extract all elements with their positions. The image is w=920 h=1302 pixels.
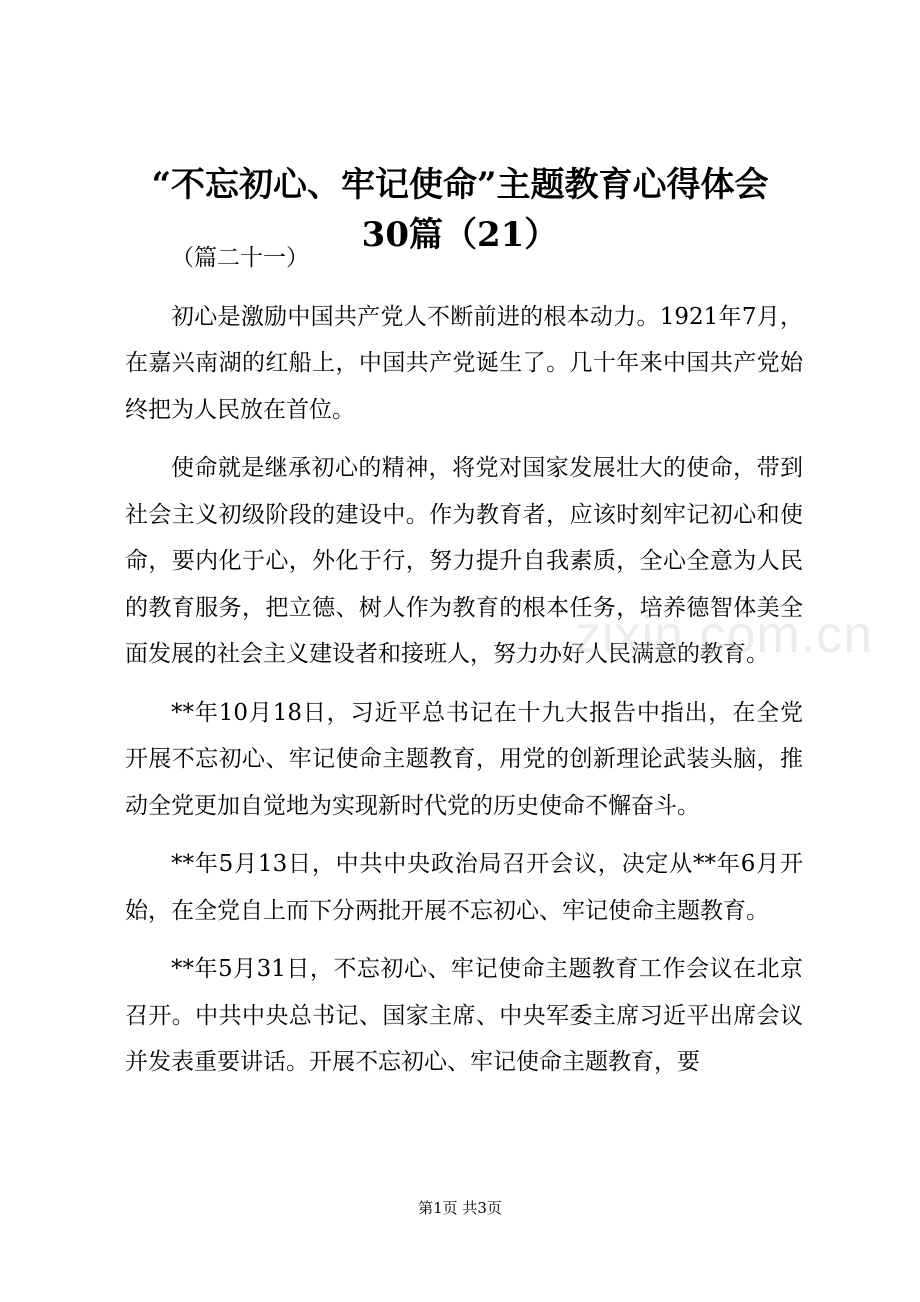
page-footer: 第1页 共3页 bbox=[418, 1199, 502, 1217]
body-paragraph: **年5月13日，中共中央政治局召开会议，决定从**年6月开始，在全党自上而下分两批开展不忘初心、牢记使命主题教育。 bbox=[125, 851, 803, 924]
body-paragraph: 初心是激励中国共产党人不断前进的根本动力。1921年7月，在嘉兴南湖的红船上，中国共产党诞生了。几十年来中国共产党始终把为人民放在首位。 bbox=[125, 303, 803, 423]
body-paragraph: **年5月31日，不忘初心、牢记使命主题教育工作会议在北京召开。中共中央总书记、国家主席、中央军委主席习近平出席会议并发表重要讲话。开展不忘初心、牢记使命主题教育，要 bbox=[125, 956, 803, 1075]
body-paragraph: 使命就是继承初心的精神，将党对国家发展壮大的使命，带到社会主义初级阶段的建设中。作为教育者，应该时刻牢记初心和使命，要内化于心，外化于行，努力提升自我素质，全心全意为人民的教育服务，把立德、树人作为教育的根本任务，培养德智体美全面发展的社会主义建设者和接班人，努力办好人民满意的教育。 bbox=[125, 455, 803, 667]
title-line-1: “不忘初心、牢记使命”主题教育心得体会 bbox=[151, 165, 769, 205]
watermark: zixin.com.cn bbox=[575, 606, 874, 664]
document-body bbox=[125, 235, 803, 1086]
title-line-2: 30篇（21） bbox=[361, 215, 559, 255]
section-label: （篇二十一） bbox=[171, 245, 309, 271]
body-paragraph: **年10月18日，习近平总书记在十九大报告中指出，在全党开展不忘初心、牢记使命主题教育，用党的创新理论武装头脑，推动全党更加自觉地为实现新时代党的历史使命不懈奋斗。 bbox=[125, 699, 803, 819]
